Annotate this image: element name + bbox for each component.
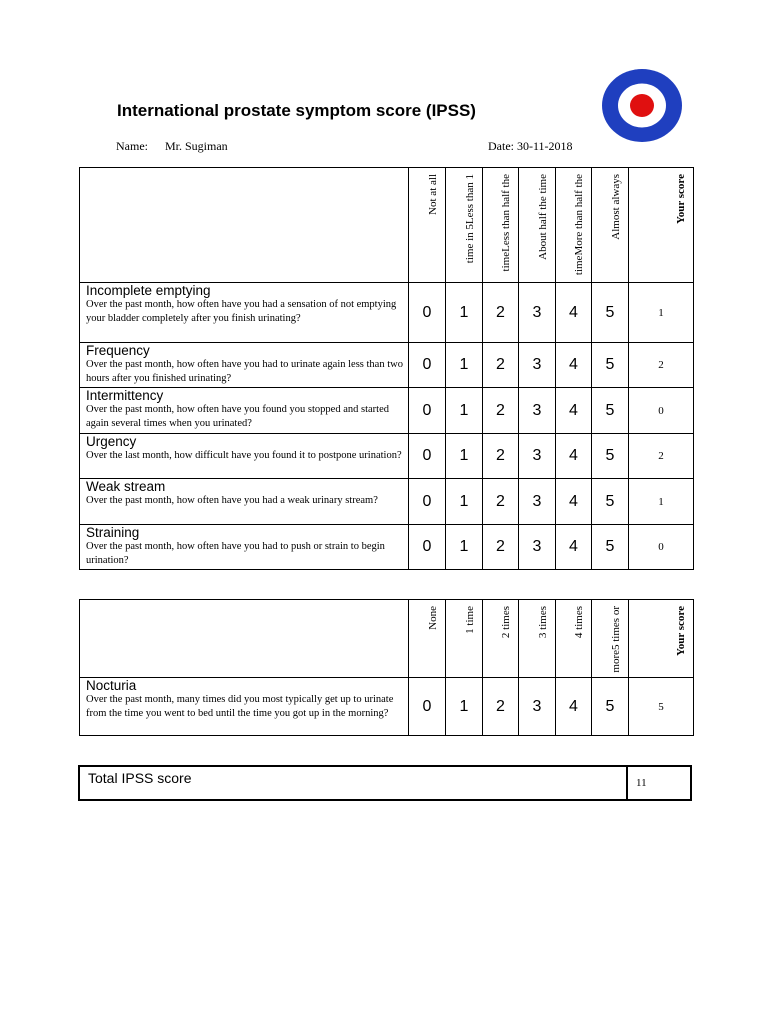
question-row (80, 479, 694, 525)
total-score-box (78, 765, 692, 801)
nocturia-row (80, 678, 694, 736)
score-cell[interactable]: 0 (629, 388, 694, 434)
col-5-or-more (592, 600, 629, 678)
option-1[interactable]: 1 (446, 343, 483, 388)
question-row (80, 283, 694, 343)
question-cell (80, 388, 409, 434)
col-none (409, 600, 446, 678)
header-blank-cell (80, 600, 409, 678)
symptom-table (79, 167, 694, 570)
question-text: Over the past month, how often have you had to urinate again less than two hours after you finished urinating? (86, 359, 403, 384)
option-3[interactable]: 3 (519, 343, 556, 388)
col-your-score (629, 600, 694, 678)
question-cell (80, 343, 409, 388)
option-2[interactable]: 2 (483, 343, 519, 388)
question-title: Weak stream (86, 479, 166, 494)
question-text: Over the past month, how often have you had a weak urinary stream? (86, 495, 378, 506)
option-0[interactable]: 0 (409, 434, 446, 479)
column-label: Not at all (427, 174, 439, 215)
symptom-table-header (80, 168, 694, 283)
col-less-than-1-in-5 (446, 168, 483, 283)
col-almost-always (592, 168, 629, 283)
name-label: Name: (116, 139, 148, 153)
question-title: Urgency (86, 434, 137, 449)
option-2[interactable]: 2 (483, 479, 519, 525)
assessment-date (488, 139, 573, 154)
option-5[interactable]: 5 (592, 678, 629, 736)
col-less-than-half (483, 168, 519, 283)
column-label: 1 time (464, 606, 476, 634)
col-1-time (446, 600, 483, 678)
page-title: International prostate symptom score (IPSS) (117, 101, 476, 120)
option-5[interactable]: 5 (592, 283, 629, 343)
column-label: 2 times (500, 606, 512, 639)
option-3[interactable]: 3 (519, 678, 556, 736)
score-cell[interactable]: 0 (629, 525, 694, 570)
question-cell (80, 479, 409, 525)
option-2[interactable]: 2 (483, 678, 519, 736)
option-0[interactable]: 0 (409, 479, 446, 525)
question-title: Frequency (86, 343, 150, 358)
header-blank-cell (80, 168, 409, 283)
option-3[interactable]: 3 (519, 388, 556, 434)
question-text: Over the past month, how often have you found you stopped and started again several times when you urinated? (86, 404, 389, 429)
column-label: Almost always (610, 174, 622, 240)
option-3[interactable]: 3 (519, 434, 556, 479)
date-label: Date: (488, 139, 514, 153)
column-label: timeLess than half the (500, 174, 512, 272)
nocturia-table (79, 599, 694, 736)
total-label: Total IPSS score (88, 770, 192, 786)
option-1[interactable]: 1 (446, 479, 483, 525)
column-label: About half the time (537, 174, 549, 260)
option-5[interactable]: 5 (592, 388, 629, 434)
question-title: Straining (86, 525, 140, 540)
question-title: Incomplete emptying (86, 283, 211, 298)
score-cell[interactable]: 2 (629, 343, 694, 388)
score-cell[interactable]: 2 (629, 434, 694, 479)
option-2[interactable]: 2 (483, 388, 519, 434)
option-4[interactable]: 4 (556, 479, 592, 525)
option-4[interactable]: 4 (556, 283, 592, 343)
option-4[interactable]: 4 (556, 343, 592, 388)
col-more-than-half (556, 168, 592, 283)
column-label: timeMore than half the (573, 174, 585, 276)
question-row (80, 388, 694, 434)
question-text: Over the past month, how often have you had to push or strain to begin urination? (86, 541, 385, 566)
option-5[interactable]: 5 (592, 525, 629, 570)
option-3[interactable]: 3 (519, 479, 556, 525)
score-cell[interactable]: 5 (629, 678, 694, 736)
roundel-inner (630, 94, 654, 117)
roundel-logo (601, 68, 683, 143)
col-not-at-all (409, 168, 446, 283)
option-0[interactable]: 0 (409, 343, 446, 388)
column-label: 3 times (537, 606, 549, 639)
option-0[interactable]: 0 (409, 525, 446, 570)
question-text: Over the past month, how often have you had a sensation of not emptying your bladder completely after you finish urinating? (86, 299, 397, 324)
question-title: Nocturia (86, 678, 137, 693)
column-label: Your score (675, 174, 687, 225)
column-label: Your score (675, 606, 687, 657)
column-label: 4 times (573, 606, 585, 639)
col-about-half (519, 168, 556, 283)
option-1[interactable]: 1 (446, 525, 483, 570)
option-3[interactable]: 3 (519, 525, 556, 570)
question-row (80, 525, 694, 570)
option-5[interactable]: 5 (592, 479, 629, 525)
option-1[interactable]: 1 (446, 388, 483, 434)
question-cell (80, 525, 409, 570)
option-2[interactable]: 2 (483, 434, 519, 479)
col-your-score (629, 168, 694, 283)
name-value: Mr. Sugiman (165, 139, 228, 153)
option-2[interactable]: 2 (483, 283, 519, 343)
column-label: None (427, 606, 439, 630)
option-4[interactable]: 4 (556, 388, 592, 434)
question-row (80, 434, 694, 479)
total-value[interactable]: 11 (636, 777, 647, 789)
option-1[interactable]: 1 (446, 434, 483, 479)
option-4[interactable]: 4 (556, 434, 592, 479)
question-cell (80, 434, 409, 479)
option-3[interactable]: 3 (519, 283, 556, 343)
option-1[interactable]: 1 (446, 678, 483, 736)
question-row (80, 343, 694, 388)
option-4[interactable]: 4 (556, 678, 592, 736)
col-3-times (519, 600, 556, 678)
score-cell[interactable]: 1 (629, 479, 694, 525)
date-value: 30-11-2018 (517, 139, 573, 153)
patient-name (116, 139, 228, 154)
option-5[interactable]: 5 (592, 343, 629, 388)
option-0[interactable]: 0 (409, 388, 446, 434)
option-5[interactable]: 5 (592, 434, 629, 479)
score-cell[interactable]: 1 (629, 283, 694, 343)
question-text: Over the last month, how difficult have you found it to postpone urination? (86, 450, 402, 461)
option-1[interactable]: 1 (446, 283, 483, 343)
question-title: Intermittency (86, 388, 164, 403)
column-label: more5 times or (610, 606, 622, 673)
option-0[interactable]: 0 (409, 283, 446, 343)
question-cell (80, 283, 409, 343)
option-4[interactable]: 4 (556, 525, 592, 570)
option-2[interactable]: 2 (483, 525, 519, 570)
question-cell (80, 678, 409, 736)
col-4-times (556, 600, 592, 678)
option-0[interactable]: 0 (409, 678, 446, 736)
total-divider (626, 767, 628, 799)
question-text: Over the past month, many times did you most typically get up to urinate from the time you went to bed until the time you got up in the morning? (86, 694, 394, 719)
column-label: time in 5Less than 1 (464, 174, 476, 264)
col-2-times (483, 600, 519, 678)
nocturia-table-header (80, 600, 694, 678)
